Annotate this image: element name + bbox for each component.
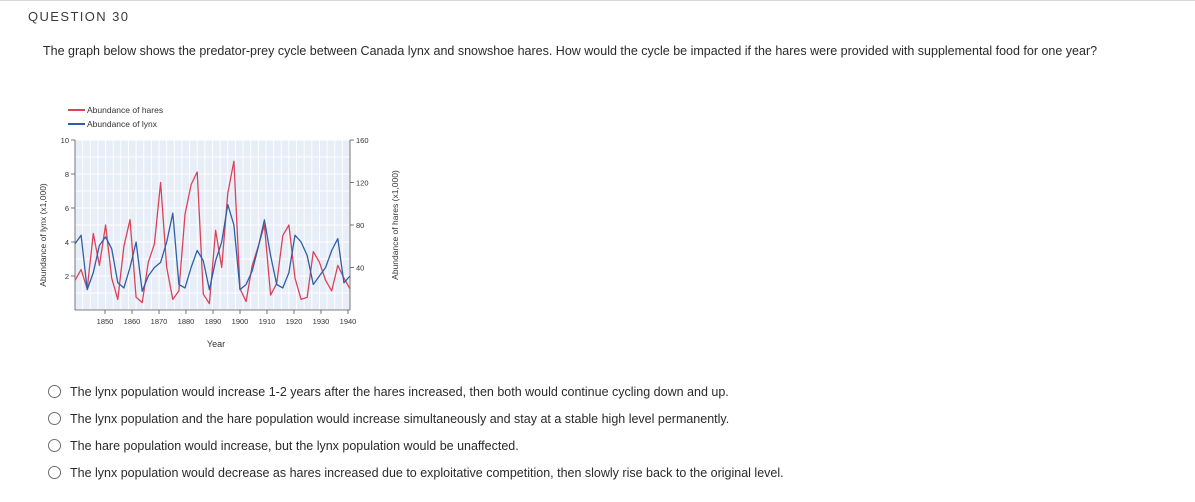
legend-label-hares: Abundance of hares [87,105,164,115]
y-tick-label-left: 8 [64,170,69,179]
y-tick-label-left: 6 [64,204,69,213]
x-axis-title: Year [206,339,226,349]
x-tick-label: 1910 [258,317,276,326]
radio-button[interactable] [48,439,61,452]
x-tick-label: 1880 [177,317,195,326]
question-header: QUESTION 30 [28,9,130,24]
answer-option-3[interactable] [48,432,784,459]
y-tick-label-left: 10 [60,136,69,145]
answer-label: The lynx population and the hare population would increase simultaneously and stay at a stable high level permanently. [70,411,730,426]
y-tick-label-right: 80 [356,221,365,230]
y-axis-title-left: Abundance of lynx (x1,000) [38,183,48,287]
answer-option-1[interactable] [48,378,784,405]
y-tick-label-right: 160 [356,136,369,145]
answer-option-2[interactable] [48,405,784,432]
answer-options [48,378,784,486]
y-tick-label-right: 40 [356,263,365,273]
answer-label: The lynx population would increase 1-2 years after the hares increased, then both would continue cycling down and up. [70,384,729,399]
x-tick-label: 1850 [96,317,114,326]
x-tick-label: 1860 [123,317,141,326]
legend-label-lynx: Abundance of lynx [87,119,157,129]
answer-label: The hare population would increase, but the lynx population would be unaffected. [70,438,519,453]
answer-option-4[interactable] [48,459,784,486]
radio-button[interactable] [48,385,61,398]
radio-button[interactable] [48,412,61,425]
x-tick-label: 1930 [312,317,330,326]
radio-button[interactable] [48,466,61,479]
top-divider [0,0,1195,1]
x-tick-label: 1870 [150,317,168,326]
predator-prey-chart [30,100,410,358]
x-tick-label: 1940 [339,317,357,326]
y-tick-label-left: 2 [64,272,69,281]
y-tick-label-right: 120 [356,178,369,188]
x-tick-label: 1890 [204,317,222,326]
x-tick-label: 1920 [285,317,303,326]
y-axis-title-right: Abundance of hares (x1,000) [390,170,400,280]
y-tick-label-left: 4 [64,238,69,247]
answer-label: The lynx population would decrease as hares increased due to exploitative competition, then slowly rise back to the original level. [70,465,784,480]
question-text: The graph below shows the predator-prey cycle between Canada lynx and snowshoe hares. How would the cycle be impacted if the hares were provided with supplemental food for one year? [43,44,1098,58]
x-tick-label: 1900 [231,317,249,326]
